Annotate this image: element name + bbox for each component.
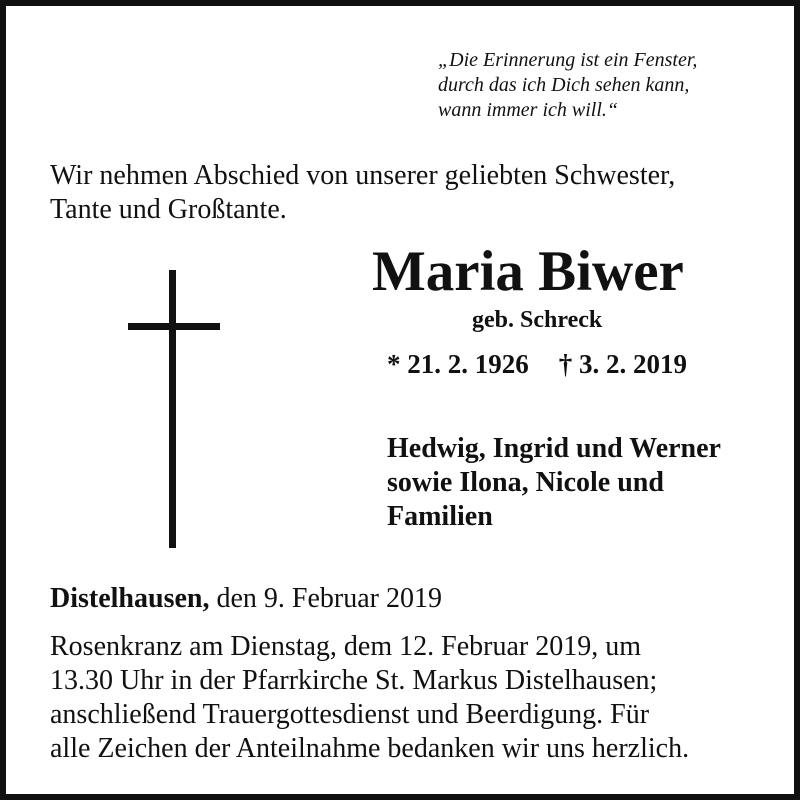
mourners-line: Hedwig, Ingrid und Werner <box>387 433 721 464</box>
death-date: † 3. 2. 2019 <box>558 349 687 379</box>
deceased-name: Maria Biwer <box>372 240 684 303</box>
notice-date: den 9. Februar 2019 <box>209 583 442 614</box>
cross-vertical-bar <box>169 270 176 548</box>
cross-icon <box>128 270 220 548</box>
mourners-list <box>387 432 721 534</box>
intro-line: Tante und Großtante. <box>50 194 287 225</box>
service-line: 13.30 Uhr in der Pfarrkirche St. Markus Distelhausen; <box>50 665 658 696</box>
life-dates <box>387 348 687 380</box>
service-line: Rosenkranz am Dienstag, dem 12. Februar 2019, um <box>50 631 641 662</box>
town-name: Distelhausen, <box>50 583 210 614</box>
mourners-line: Familien <box>387 501 493 532</box>
mourners-line: sowie Ilona, Nicole und <box>387 467 664 498</box>
epigraph-quote <box>438 48 697 123</box>
quote-line: wann immer ich will.“ <box>438 99 619 121</box>
place-and-date <box>50 582 442 616</box>
quote-line: durch das ich Dich sehen kann, <box>438 74 690 96</box>
cross-horizontal-bar <box>128 323 220 330</box>
service-line: anschließend Trauergottesdienst und Beerdigung. Für <box>50 699 650 730</box>
quote-line: „Die Erinnerung ist ein Fenster, <box>438 49 698 71</box>
birth-name: geb. Schreck <box>472 307 603 333</box>
service-details <box>50 630 689 766</box>
service-line: alle Zeichen der Anteilnahme bedanken wir uns herzlich. <box>50 733 690 764</box>
birth-date: * 21. 2. 1926 <box>387 349 529 379</box>
intro-text <box>50 159 675 227</box>
intro-line: Wir nehmen Abschied von unserer geliebten Schwester, <box>50 160 676 191</box>
